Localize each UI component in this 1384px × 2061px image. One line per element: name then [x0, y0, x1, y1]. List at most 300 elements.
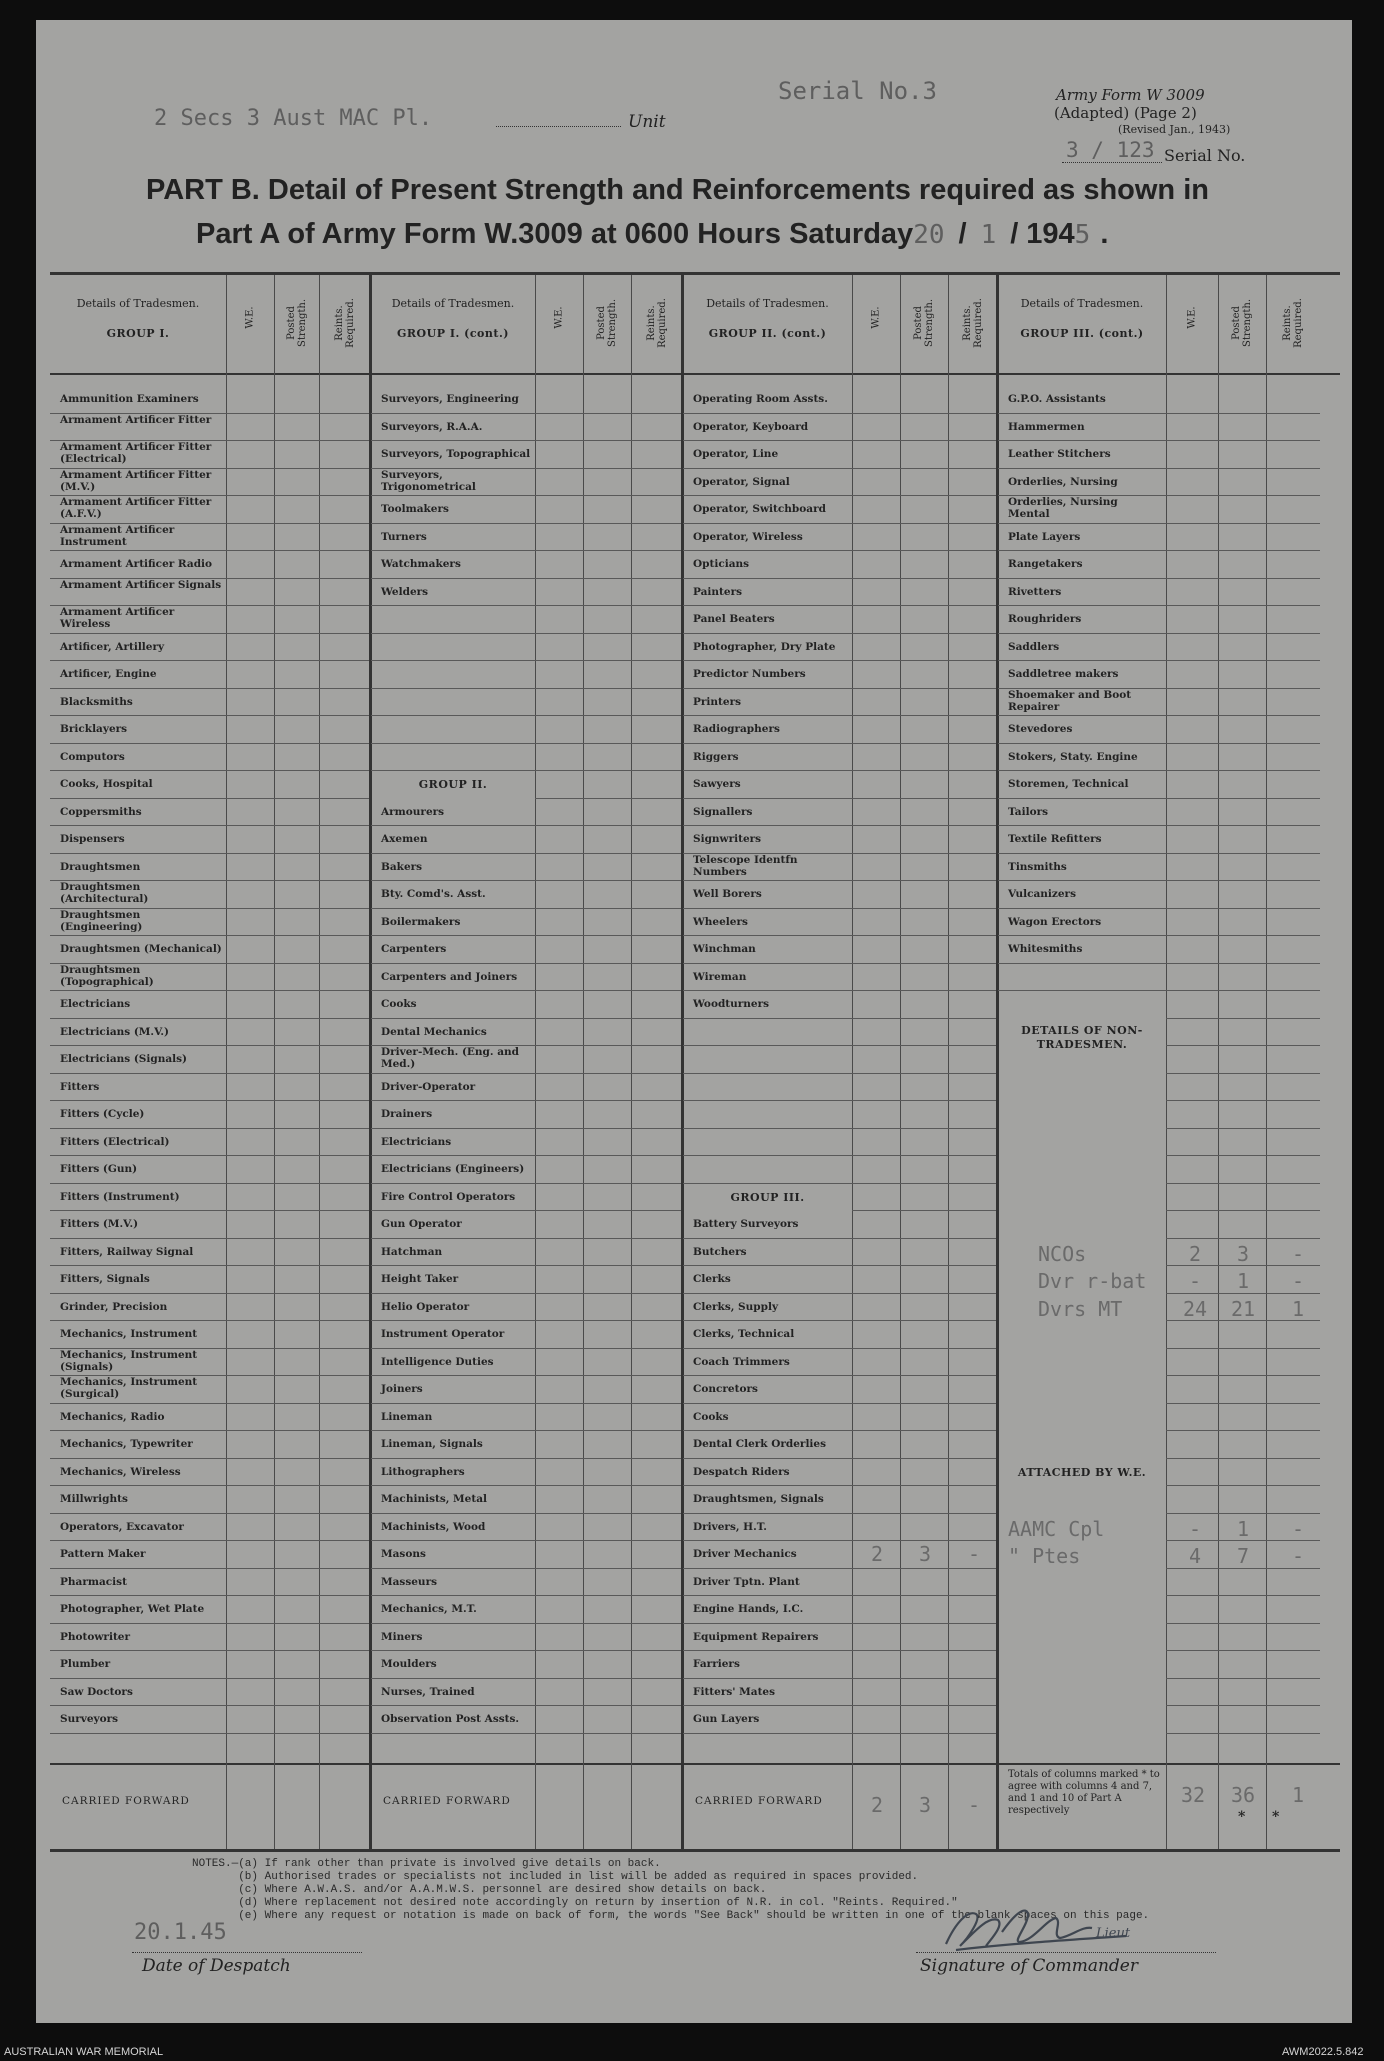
- trade-name: Clerks, Technical: [693, 1328, 795, 1340]
- row-rule: [683, 440, 852, 441]
- block-divider: [681, 275, 684, 1849]
- trade-name: Cooks: [693, 1410, 729, 1423]
- group-heading: GROUP III.: [730, 1190, 805, 1204]
- trade-name: Fitters: [60, 1080, 100, 1093]
- row-rule: [683, 1733, 852, 1734]
- trade-name: Joiners: [381, 1383, 423, 1395]
- trade-name: Winchman: [693, 943, 756, 955]
- row-rule: [998, 880, 1166, 881]
- despatch-label: Date of Despatch: [142, 1956, 291, 1976]
- column-divider: [948, 275, 949, 1849]
- row-rule: [371, 1485, 535, 1486]
- trade-name: Dental Mechanics: [381, 1025, 487, 1038]
- row-rule: [50, 1320, 226, 1321]
- row-rule: [371, 935, 535, 936]
- row-rule: [371, 633, 535, 634]
- row-rule: [226, 1155, 371, 1156]
- row-rule: [852, 1183, 998, 1184]
- row-rule: [852, 1650, 998, 1651]
- row-rule: [535, 468, 683, 469]
- block-divider: [996, 275, 999, 1849]
- column-header-we: W.E.: [553, 306, 565, 329]
- row-rule: [371, 1183, 535, 1184]
- details-header: Details of Tradesmen.: [391, 297, 515, 310]
- row-rule: [535, 1348, 683, 1349]
- trade-name: Lithographers: [381, 1465, 465, 1478]
- trade-name: Intelligence Duties: [381, 1355, 494, 1368]
- row-rule: [535, 963, 683, 964]
- row-rule: [50, 1128, 226, 1129]
- trade-name: Mechanics, Radio: [60, 1410, 165, 1423]
- row-rule: [1166, 1155, 1320, 1156]
- trade-name: Bty. Comd's. Asst.: [381, 888, 486, 900]
- row-rule: [998, 523, 1166, 524]
- title-sep-2: /: [1010, 218, 1019, 250]
- trade-name: Instrument Operator: [381, 1328, 505, 1340]
- trade-name: Woodturners: [693, 998, 770, 1010]
- group-header: GROUP I.: [106, 327, 170, 340]
- trade-name: Photowriter: [60, 1630, 131, 1643]
- group-header: GROUP I. (cont.): [397, 327, 509, 340]
- row-rule: [1166, 440, 1320, 441]
- row-rule: [226, 1320, 371, 1321]
- trade-name: Storemen, Technical: [1008, 778, 1129, 790]
- totals-we: 32: [1180, 1783, 1206, 1807]
- note-line: (b) Authorised trades or specialists not included in list will be added as required in spaces provided.: [192, 1871, 919, 1883]
- trade-name: Mechanics, Instrument (Signals): [60, 1348, 198, 1373]
- trade-name: Rangetakers: [1008, 558, 1083, 570]
- row-rule: [371, 1293, 535, 1294]
- row-rule: [1166, 1018, 1320, 1019]
- row-rule: [683, 1430, 852, 1431]
- row-rule: [535, 825, 683, 826]
- note-line: (d) Where replacement not desired note accordingly on return by insertion of N.R. in col. "Reints. Required.": [192, 1897, 958, 1909]
- row-rule: [683, 1293, 852, 1294]
- trade-name: Telescope Identfn Numbers: [693, 853, 798, 878]
- trade-name: Signallers: [693, 805, 753, 818]
- row-rule: [1166, 1403, 1320, 1404]
- trade-name: Welders: [381, 585, 429, 598]
- row-rule: [683, 1320, 852, 1321]
- form-paper: [36, 20, 1352, 2023]
- column-header-posted: Posted Strength.: [596, 298, 618, 348]
- trade-name: Orderlies, Nursing Mental: [1008, 496, 1118, 520]
- row-rule: [1166, 1595, 1320, 1596]
- row-rule: [852, 1073, 998, 1074]
- trade-name: Bricklayers: [60, 723, 128, 735]
- row-rule: [226, 798, 371, 799]
- trade-name: Concretors: [693, 1383, 758, 1395]
- title-line-2: Part A of Army Form W.3009 at 0600 Hours Saturday: [196, 218, 914, 250]
- row-rule: [1166, 1430, 1320, 1431]
- row-rule: [371, 1678, 535, 1679]
- row-rule: [1166, 715, 1320, 716]
- trade-name: Hammermen: [1008, 420, 1085, 433]
- attached-label: " Ptes: [1008, 1544, 1081, 1568]
- form-number: Army Form W 3009: [1056, 86, 1205, 104]
- row-rule: [226, 770, 371, 771]
- row-rule: [852, 1678, 998, 1679]
- row-rule: [998, 715, 1166, 716]
- row-rule: [998, 660, 1166, 661]
- row-rule: [50, 935, 226, 936]
- row-rule: [226, 1128, 371, 1129]
- row-rule: [683, 715, 852, 716]
- trade-name: Fitters (Gun): [60, 1163, 138, 1175]
- row-rule: [535, 1650, 683, 1651]
- row-rule: [1166, 495, 1320, 496]
- title-sep-1: /: [958, 218, 967, 250]
- trade-name: Coppersmiths: [60, 805, 142, 818]
- despatch-date-typed: 20.1.45: [134, 1920, 227, 1945]
- row-rule: [226, 1540, 371, 1541]
- row-rule: [683, 578, 852, 579]
- row-rule: [226, 1018, 371, 1019]
- details-header: Details of Tradesmen.: [76, 297, 200, 310]
- trade-name: Well Borers: [693, 888, 762, 900]
- title-day: 20: [913, 220, 945, 250]
- trade-name: Fitters (Electrical): [60, 1135, 170, 1148]
- trade-name: Millwrights: [60, 1493, 128, 1505]
- row-rule: [683, 1595, 852, 1596]
- trade-name: Artificer, Engine: [60, 668, 157, 680]
- row-rule: [50, 1265, 226, 1266]
- trade-name: Axemen: [381, 833, 428, 845]
- row-rule: [535, 1155, 683, 1156]
- row-rule: [50, 1650, 226, 1651]
- signature-line: [916, 1952, 1216, 1953]
- row-rule: [50, 770, 226, 771]
- title-month: 1: [980, 220, 997, 250]
- row-rule: [1166, 688, 1320, 689]
- row-rule: [852, 1155, 998, 1156]
- trade-name: Dental Clerk Orderlies: [693, 1438, 827, 1450]
- row-rule: [50, 1100, 226, 1101]
- row-rule: [226, 1678, 371, 1679]
- trade-name: Leather Stitchers: [1008, 448, 1111, 460]
- row-rule: [226, 1073, 371, 1074]
- row-rule: [852, 1705, 998, 1706]
- non-tradesman-posted: 1: [1236, 1269, 1250, 1293]
- row-rule: [226, 935, 371, 936]
- row-rule: [226, 1403, 371, 1404]
- column-header-posted: Posted Strength.: [1231, 298, 1253, 348]
- column-divider: [583, 275, 584, 1849]
- row-rule: [371, 1733, 535, 1734]
- row-rule: [50, 1623, 226, 1624]
- row-rule: [535, 1678, 683, 1679]
- row-rule: [226, 990, 371, 991]
- row-rule: [535, 715, 683, 716]
- trade-name: Riggers: [693, 750, 739, 763]
- trade-name: Armament Artificer Radio: [60, 558, 213, 570]
- trade-name: Draughtsmen (Topographical): [60, 963, 154, 988]
- trade-name: Orderlies, Nursing: [1008, 475, 1118, 488]
- row-rule: [371, 743, 535, 744]
- row-rule: [371, 1513, 535, 1514]
- trade-name: Hatchman: [381, 1245, 443, 1258]
- row-rule: [535, 1485, 683, 1486]
- non-tradesmen-heading: DETAILS OF NON-TRADESMEN.: [1021, 1024, 1143, 1051]
- trade-name: Draughtsmen, Signals: [693, 1493, 824, 1505]
- row-rule: [683, 963, 852, 964]
- row-rule: [852, 1348, 998, 1349]
- row-rule: [535, 1375, 683, 1376]
- row-rule: [852, 1540, 998, 1541]
- trade-name: Fitters (Cycle): [60, 1108, 145, 1120]
- non-tradesman-we: 2: [1188, 1241, 1202, 1266]
- totals-posted-star: *: [1238, 1809, 1246, 1825]
- row-rule: [535, 550, 683, 551]
- row-rule: [50, 715, 226, 716]
- row-rule: [226, 1375, 371, 1376]
- unit-typed: 2 Secs 3 Aust MAC Pl.: [154, 106, 433, 131]
- row-rule: [998, 963, 1166, 964]
- row-rule: [683, 1183, 852, 1184]
- row-rule: [683, 660, 852, 661]
- row-rule: [50, 825, 226, 826]
- trade-name: Operator, Keyboard: [693, 420, 809, 433]
- non-tradesman-reints: -: [1291, 1269, 1305, 1293]
- row-rule: [535, 1430, 683, 1431]
- non-tradesman-posted: 3: [1236, 1241, 1250, 1266]
- row-rule: [683, 1568, 852, 1569]
- row-rule: [226, 1568, 371, 1569]
- row-rule: [852, 770, 998, 771]
- title-year-digit: 5: [1074, 220, 1091, 250]
- trade-name: Driver Mechanics: [693, 1548, 797, 1560]
- group-header: GROUP II. (cont.): [708, 327, 827, 340]
- row-rule: [371, 853, 535, 854]
- unit-dots: [496, 126, 621, 127]
- trade-name: Saddletree makers: [1008, 668, 1119, 680]
- row-rule: [1166, 633, 1320, 634]
- non-tradesman-reints: -: [1291, 1241, 1305, 1266]
- row-rule: [852, 1045, 998, 1046]
- attached-label: AAMC Cpl: [1008, 1516, 1105, 1541]
- row-rule: [852, 798, 998, 799]
- trade-name: Fitters' Mates: [693, 1685, 776, 1698]
- row-rule: [226, 1733, 371, 1734]
- column-divider: [900, 275, 901, 1849]
- row-rule: [683, 1540, 852, 1541]
- row-rule: [226, 1705, 371, 1706]
- row-rule: [371, 1100, 535, 1101]
- row-rule: [535, 1018, 683, 1019]
- row-rule: [535, 908, 683, 909]
- title-year: 194: [1026, 218, 1075, 250]
- row-rule: [226, 743, 371, 744]
- row-rule: [683, 605, 852, 606]
- row-rule: [852, 908, 998, 909]
- row-rule: [683, 908, 852, 909]
- trade-name: Operator, Line: [693, 448, 779, 460]
- row-rule: [50, 1678, 226, 1679]
- trade-name: Machinists, Wood: [381, 1520, 486, 1533]
- attached-posted: 1: [1236, 1516, 1250, 1541]
- trade-name: Painters: [693, 585, 743, 598]
- row-rule: [683, 880, 852, 881]
- row-rule: [371, 880, 535, 881]
- trade-name: Blacksmiths: [60, 695, 133, 708]
- trade-name: Photographer, Dry Plate: [693, 640, 836, 653]
- row-rule: [535, 1458, 683, 1459]
- row-rule: [1166, 1375, 1320, 1376]
- trade-name: Carpenters and Joiners: [381, 970, 518, 983]
- row-rule: [683, 1485, 852, 1486]
- attached-we: 4: [1188, 1544, 1202, 1568]
- row-rule: [683, 798, 852, 799]
- trade-name: Driver Tptn. Plant: [693, 1575, 800, 1588]
- trade-name: G.P.O. Assistants: [1008, 393, 1106, 405]
- trade-name: Moulders: [381, 1658, 437, 1670]
- row-rule: [535, 798, 683, 799]
- row-rule: [1166, 990, 1320, 991]
- row-rule: [1166, 1733, 1320, 1734]
- row-rule: [371, 1073, 535, 1074]
- row-rule: [998, 578, 1166, 579]
- trade-name: Wireman: [693, 970, 747, 983]
- attached-we: -: [1188, 1516, 1202, 1541]
- row-rule: [535, 495, 683, 496]
- title-line-1: PART B. Detail of Present Strength and Reinforcements required as shown in: [146, 174, 1209, 206]
- trade-name: Electricians (Signals): [60, 1053, 188, 1065]
- form-revised: (Revised Jan., 1943): [1118, 123, 1231, 136]
- row-rule: [683, 1045, 852, 1046]
- row-rule: [50, 990, 226, 991]
- row-rule: [50, 1293, 226, 1294]
- trade-name: Draughtsmen: [60, 860, 141, 873]
- row-rule: [371, 1238, 535, 1239]
- attached-posted: 7: [1236, 1544, 1250, 1568]
- serial-field-line: [1062, 162, 1162, 163]
- trade-name: Masseurs: [381, 1575, 438, 1588]
- row-rule: [852, 688, 998, 689]
- driver-mechanics-we: 2: [870, 1542, 884, 1566]
- row-rule: [683, 1018, 852, 1019]
- trade-name: Gun Operator: [381, 1218, 462, 1230]
- row-rule: [371, 440, 535, 441]
- row-rule: [226, 578, 371, 579]
- attached-heading: ATTACHED BY W.E.: [1017, 1465, 1147, 1479]
- row-rule: [50, 633, 226, 634]
- trade-name: Dispensers: [60, 833, 125, 845]
- trade-name: Turners: [381, 530, 427, 543]
- row-rule: [371, 1568, 535, 1569]
- carried-forward-we: 2: [870, 1793, 884, 1817]
- trade-name: Plumber: [60, 1658, 111, 1670]
- row-rule: [683, 825, 852, 826]
- row-rule: [50, 688, 226, 689]
- serial-field-label: Serial No.: [1164, 146, 1246, 165]
- row-rule: [1166, 963, 1320, 964]
- trade-name: Pattern Maker: [60, 1548, 146, 1560]
- row-rule: [226, 1623, 371, 1624]
- row-rule: [1166, 550, 1320, 551]
- row-rule: [371, 825, 535, 826]
- row-rule: [998, 770, 1166, 771]
- row-rule: [998, 743, 1166, 744]
- row-rule: [683, 1128, 852, 1129]
- row-rule: [852, 1375, 998, 1376]
- row-rule: [1166, 1238, 1320, 1239]
- row-rule: [371, 495, 535, 496]
- row-rule: [371, 770, 535, 771]
- row-rule: [852, 1403, 998, 1404]
- driver-mechanics-posted: 3: [918, 1542, 932, 1566]
- row-rule: [1166, 1623, 1320, 1624]
- trade-name: Clerks, Supply: [693, 1300, 779, 1313]
- row-rule: [852, 990, 998, 991]
- row-rule: [535, 633, 683, 634]
- trade-name: Armament Artificer Fitter: [60, 413, 212, 426]
- row-rule: [683, 550, 852, 551]
- row-rule: [50, 1568, 226, 1569]
- trade-name: Armament Artificer Wireless: [60, 606, 175, 630]
- trade-name: Photographer, Wet Plate: [60, 1603, 205, 1615]
- row-rule: [50, 1183, 226, 1184]
- row-rule: [371, 688, 535, 689]
- row-rule: [683, 1375, 852, 1376]
- row-rule: [226, 440, 371, 441]
- row-rule: [371, 550, 535, 551]
- signature-label: Signature of Commander: [920, 1956, 1138, 1976]
- trade-name: Miners: [381, 1630, 423, 1643]
- row-rule: [371, 963, 535, 964]
- trade-name: Predictor Numbers: [693, 668, 806, 680]
- trade-name: Boilermakers: [381, 915, 461, 928]
- row-rule: [535, 1705, 683, 1706]
- row-rule: [852, 413, 998, 414]
- row-rule: [1166, 1705, 1320, 1706]
- row-rule: [683, 1155, 852, 1156]
- row-rule: [1166, 880, 1320, 881]
- row-rule: [1166, 1210, 1320, 1211]
- row-rule: [683, 743, 852, 744]
- trade-name: Rivetters: [1008, 585, 1062, 598]
- row-rule: [998, 798, 1166, 799]
- row-rule: [683, 770, 852, 771]
- row-rule: [226, 715, 371, 716]
- row-rule: [371, 1623, 535, 1624]
- row-rule: [998, 605, 1166, 606]
- block-divider: [369, 275, 372, 1849]
- row-rule: [50, 1073, 226, 1074]
- trade-name: Armament Artificer Fitter (A.F.V.): [60, 496, 212, 520]
- row-rule: [852, 633, 998, 634]
- row-rule: [535, 1265, 683, 1266]
- attached-reints: -: [1291, 1544, 1305, 1568]
- note-line: NOTES.—(a) If rank other than private is involved give details on back.: [192, 1858, 661, 1870]
- driver-mechanics-reints: -: [967, 1542, 981, 1566]
- trade-name: Despatch Riders: [693, 1465, 790, 1478]
- row-rule: [226, 963, 371, 964]
- column-divider: [226, 275, 227, 1849]
- row-rule: [535, 523, 683, 524]
- row-rule: [852, 495, 998, 496]
- title-date-block: [196, 218, 1108, 251]
- non-tradesman-label: Dvr r-bat: [1038, 1269, 1147, 1293]
- row-rule: [535, 1513, 683, 1514]
- row-rule: [683, 413, 852, 414]
- row-rule: [1166, 743, 1320, 744]
- serial-typed: Serial No.3: [778, 77, 937, 105]
- row-rule: [1166, 825, 1320, 826]
- trade-name: Panel Beaters: [693, 613, 775, 625]
- trade-name: Clerks: [693, 1273, 731, 1285]
- column-header-posted: Posted Strength.: [285, 298, 308, 348]
- row-rule: [371, 1375, 535, 1376]
